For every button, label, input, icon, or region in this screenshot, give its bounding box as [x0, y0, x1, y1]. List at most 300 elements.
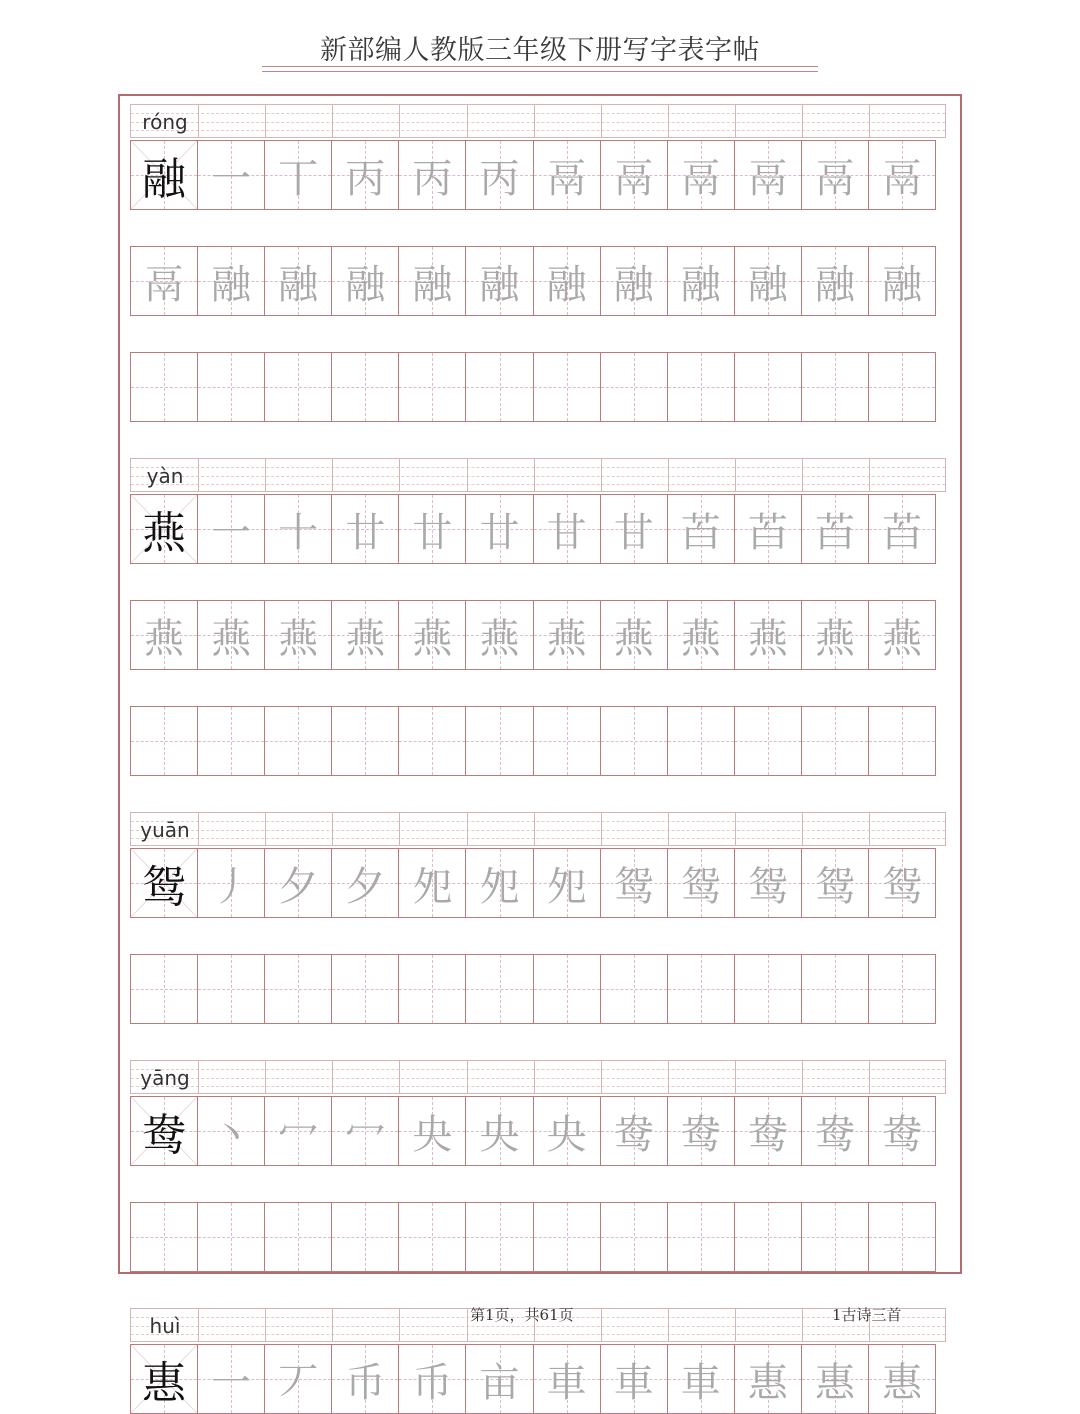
tianzige-cell[interactable] [600, 140, 668, 210]
stroke-glyph [601, 955, 667, 1023]
tianzige-cell[interactable] [398, 1096, 466, 1166]
pinyin-cell-divider [668, 1309, 669, 1341]
pinyin-label: yuān [140, 818, 190, 842]
tianzige-cell[interactable] [197, 352, 265, 422]
stroke-glyph: 融 [680, 261, 721, 308]
tianzige-cell[interactable] [398, 1202, 466, 1272]
stroke-glyph: 燕 [345, 615, 386, 662]
stroke-glyph: 燕 [278, 615, 319, 662]
stroke-glyph: 融 [747, 261, 788, 308]
stroke-glyph: 冖 [278, 1111, 319, 1158]
tianzige-cell[interactable] [331, 706, 399, 776]
tianzige-cell[interactable] [801, 246, 869, 316]
tianzige-cell[interactable] [264, 1344, 332, 1414]
tianzige-cell[interactable] [801, 706, 869, 776]
stroke-glyph: 苩 [680, 509, 721, 556]
stroke-glyph: 融 [613, 261, 654, 308]
stroke-glyph [534, 1203, 600, 1271]
stroke-glyph: 融 [412, 261, 453, 308]
tianzige-cell[interactable] [197, 706, 265, 776]
stroke-glyph [601, 353, 667, 421]
stroke-glyph: 融 [479, 261, 520, 308]
tianzige-cell[interactable] [197, 600, 265, 670]
stroke-glyph: 鬲 [747, 155, 788, 202]
pinyin-cell-divider [735, 105, 736, 137]
stroke-glyph: 鬲 [613, 155, 654, 202]
tianzige-cell[interactable] [600, 600, 668, 670]
tianzige-cell[interactable] [667, 140, 735, 210]
tianzige-cell[interactable] [801, 140, 869, 210]
stroke-glyph [198, 955, 264, 1023]
pinyin-guide-line [131, 838, 945, 839]
stroke-glyph [802, 353, 868, 421]
tianzige-cell[interactable] [465, 600, 533, 670]
tianzige-cell[interactable] [868, 140, 936, 210]
pinyin-cell-divider [467, 105, 468, 137]
pinyin-guide-line [131, 476, 945, 477]
tianzige-cell[interactable] [533, 1202, 601, 1272]
stroke-glyph: 苩 [747, 509, 788, 556]
tianzige-cell[interactable] [801, 600, 869, 670]
stroke-glyph: 鸳 [747, 863, 788, 910]
stroke-glyph: 夗 [546, 863, 587, 910]
stroke-glyph: 夗 [412, 863, 453, 910]
tianzige-cell[interactable] [734, 600, 802, 670]
pinyin-cell-divider [735, 459, 736, 491]
tianzige-cell[interactable] [868, 1202, 936, 1272]
tianzige-cell[interactable] [130, 600, 198, 670]
stroke-glyph: 鬲 [814, 155, 855, 202]
model-character-cell [130, 140, 198, 210]
tianzige-cell[interactable] [197, 1344, 265, 1414]
tianzige-cell[interactable] [465, 1344, 533, 1414]
tianzige-cell[interactable] [130, 706, 198, 776]
pinyin-band [130, 1060, 946, 1094]
stroke-glyph: 夕 [345, 863, 386, 910]
tianzige-cell[interactable] [667, 1096, 735, 1166]
model-character-cell [130, 1096, 198, 1166]
pinyin-cell-divider [668, 1061, 669, 1093]
stroke-glyph: 燕 [546, 615, 587, 662]
stroke-glyph: 燕 [680, 615, 721, 662]
stroke-glyph: 融 [814, 261, 855, 308]
stroke-glyph: 丙 [479, 155, 520, 202]
stroke-glyph: 燕 [479, 615, 520, 662]
tianzige-cell[interactable] [130, 954, 198, 1024]
stroke-glyph [399, 707, 465, 775]
stroke-glyph: 鸯 [613, 1111, 654, 1158]
pinyin-cell-divider [802, 813, 803, 845]
pinyin-cell-divider [467, 1061, 468, 1093]
tianzige-cell[interactable] [398, 140, 466, 210]
pinyin-guide-line [131, 821, 945, 822]
stroke-glyph [735, 955, 801, 1023]
stroke-glyph: 亩 [479, 1359, 520, 1406]
pinyin-cell-divider [265, 105, 266, 137]
tianzige-cell[interactable] [600, 706, 668, 776]
pinyin-cell-divider [332, 1309, 333, 1341]
pinyin-label: yàn [146, 464, 184, 488]
tianzige-cell[interactable] [533, 246, 601, 316]
stroke-glyph: 燕 [211, 615, 252, 662]
stroke-glyph: 燕 [814, 615, 855, 662]
tianzige-cell[interactable] [667, 848, 735, 918]
stroke-glyph: 融 [546, 261, 587, 308]
tianzige-cell[interactable] [533, 494, 601, 564]
tianzige-cell[interactable] [801, 494, 869, 564]
stroke-glyph: 融 [345, 261, 386, 308]
pinyin-guide-line [131, 1078, 945, 1079]
tianzige-cell[interactable] [868, 1096, 936, 1166]
tianzige-cell[interactable] [734, 706, 802, 776]
tianzige-cell[interactable] [197, 246, 265, 316]
tianzige-cell[interactable] [398, 352, 466, 422]
tianzige-cell[interactable] [130, 1202, 198, 1272]
stroke-glyph: 燕 [613, 615, 654, 662]
pinyin-cell-divider [534, 105, 535, 137]
tianzige-cell[interactable] [801, 1344, 869, 1414]
tianzige-cell[interactable] [667, 706, 735, 776]
pinyin-guide-line [131, 484, 945, 485]
stroke-glyph [466, 353, 532, 421]
practice-row [130, 600, 946, 670]
stroke-glyph [466, 1203, 532, 1271]
stroke-glyph [399, 1203, 465, 1271]
tianzige-cell[interactable] [600, 494, 668, 564]
stroke-glyph [198, 353, 264, 421]
tianzige-cell[interactable] [667, 600, 735, 670]
stroke-glyph: 夕 [278, 863, 319, 910]
tianzige-cell[interactable] [398, 848, 466, 918]
tianzige-cell[interactable] [868, 352, 936, 422]
stroke-glyph: 燕 [144, 615, 185, 662]
tianzige-cell[interactable] [264, 494, 332, 564]
pinyin-cell-divider [399, 1309, 400, 1341]
stroke-glyph [399, 955, 465, 1023]
practice-row [130, 494, 946, 564]
stroke-glyph: 融 [211, 261, 252, 308]
tianzige-cell[interactable] [868, 1344, 936, 1414]
pinyin-band [130, 812, 946, 846]
tianzige-cell[interactable] [734, 1202, 802, 1272]
stroke-glyph [131, 707, 197, 775]
stroke-glyph: 廿 [479, 509, 520, 556]
tianzige-cell[interactable] [801, 848, 869, 918]
tianzige-cell[interactable] [734, 848, 802, 918]
tianzige-cell[interactable] [398, 600, 466, 670]
tianzige-cell[interactable] [197, 1096, 265, 1166]
pinyin-band [130, 104, 946, 138]
tianzige-cell[interactable] [331, 1096, 399, 1166]
model-character-cell [130, 494, 198, 564]
tianzige-cell[interactable] [197, 848, 265, 918]
stroke-glyph [668, 707, 734, 775]
tianzige-cell[interactable] [264, 1202, 332, 1272]
practice-row [130, 140, 946, 210]
pinyin-label: róng [142, 110, 188, 134]
tianzige-cell[interactable] [197, 1202, 265, 1272]
stroke-glyph [869, 353, 935, 421]
tianzige-cell[interactable] [465, 246, 533, 316]
stroke-glyph [869, 707, 935, 775]
stroke-glyph: 鸯 [680, 1111, 721, 1158]
stroke-glyph: 丿 [211, 863, 252, 910]
tianzige-cell[interactable] [600, 954, 668, 1024]
tianzige-cell[interactable] [264, 1096, 332, 1166]
pinyin-label: huì [149, 1314, 181, 1338]
tianzige-cell[interactable] [868, 848, 936, 918]
pinyin-cell-divider [467, 813, 468, 845]
tianzige-cell[interactable] [465, 140, 533, 210]
tianzige-cell[interactable] [734, 1344, 802, 1414]
tianzige-cell[interactable] [465, 954, 533, 1024]
stroke-glyph: 央 [546, 1111, 587, 1158]
model-character-cell [130, 1344, 198, 1414]
tianzige-cell[interactable] [600, 1202, 668, 1272]
pinyin-cell-divider [399, 105, 400, 137]
tianzige-cell[interactable] [667, 1344, 735, 1414]
stroke-glyph [466, 707, 532, 775]
stroke-glyph: 甘 [546, 509, 587, 556]
tianzige-cell[interactable] [197, 954, 265, 1024]
stroke-glyph [668, 1203, 734, 1271]
pinyin-cell-divider [802, 459, 803, 491]
tianzige-cell[interactable] [398, 494, 466, 564]
stroke-glyph: 燕 [412, 615, 453, 662]
tianzige-cell[interactable] [465, 1202, 533, 1272]
pinyin-guide-line [131, 122, 945, 123]
pinyin-cell-divider [601, 105, 602, 137]
stroke-glyph: 央 [479, 1111, 520, 1158]
tianzige-cell[interactable] [801, 1202, 869, 1272]
tianzige-cell[interactable] [264, 848, 332, 918]
pinyin-cell-divider [534, 459, 535, 491]
tianzige-cell[interactable] [533, 1096, 601, 1166]
model-character: 鸳 [142, 862, 187, 913]
tianzige-cell[interactable] [734, 246, 802, 316]
model-character-cell [130, 848, 198, 918]
pinyin-guide-line [131, 130, 945, 131]
practice-row [130, 352, 946, 422]
pinyin-cell-divider [399, 1061, 400, 1093]
stroke-glyph: 車 [680, 1359, 721, 1406]
stroke-glyph: 惠 [814, 1359, 855, 1406]
tianzige-cell[interactable] [533, 706, 601, 776]
pinyin-cell-divider [802, 1061, 803, 1093]
stroke-glyph [466, 955, 532, 1023]
pinyin-cell-divider [735, 1061, 736, 1093]
stroke-glyph: 央 [412, 1111, 453, 1158]
tianzige-cell[interactable] [600, 1344, 668, 1414]
stroke-glyph [534, 707, 600, 775]
practice-row [130, 706, 946, 776]
model-character: 融 [142, 154, 187, 205]
stroke-glyph: 苩 [814, 509, 855, 556]
pinyin-cell-divider [332, 459, 333, 491]
stroke-glyph: 惠 [882, 1359, 923, 1406]
stroke-glyph [735, 353, 801, 421]
tianzige-cell[interactable] [734, 494, 802, 564]
tianzige-cell[interactable] [331, 1202, 399, 1272]
stroke-glyph: 鸳 [613, 863, 654, 910]
tianzige-cell[interactable] [465, 1096, 533, 1166]
stroke-glyph [668, 353, 734, 421]
tianzige-cell[interactable] [264, 706, 332, 776]
pinyin-cell-divider [869, 459, 870, 491]
tianzige-cell[interactable] [734, 954, 802, 1024]
stroke-glyph: 融 [882, 261, 923, 308]
tianzige-cell[interactable] [264, 246, 332, 316]
tianzige-cell[interactable] [331, 352, 399, 422]
stroke-glyph: 冖 [345, 1111, 386, 1158]
tianzige-cell[interactable] [533, 600, 601, 670]
tianzige-cell[interactable] [600, 1096, 668, 1166]
tianzige-cell[interactable] [868, 494, 936, 564]
stroke-glyph: 鬲 [144, 261, 185, 308]
tianzige-cell[interactable] [197, 494, 265, 564]
pinyin-cell-divider [332, 813, 333, 845]
tianzige-cell[interactable] [465, 706, 533, 776]
tianzige-cell[interactable] [331, 140, 399, 210]
tianzige-cell[interactable] [600, 848, 668, 918]
tianzige-cell[interactable] [465, 352, 533, 422]
stroke-glyph [265, 707, 331, 775]
stroke-glyph [735, 1203, 801, 1271]
tianzige-cell[interactable] [331, 600, 399, 670]
stroke-glyph: 廿 [412, 509, 453, 556]
pinyin-cell-divider [735, 813, 736, 845]
title-underline-second [262, 71, 818, 72]
stroke-glyph: 燕 [747, 615, 788, 662]
tianzige-cell[interactable] [398, 706, 466, 776]
stroke-glyph: 燕 [882, 615, 923, 662]
tianzige-cell[interactable] [868, 706, 936, 776]
stroke-glyph: 一 [211, 509, 252, 556]
tianzige-cell[interactable] [734, 140, 802, 210]
tianzige-cell[interactable] [398, 954, 466, 1024]
tianzige-cell[interactable] [667, 1202, 735, 1272]
stroke-glyph [131, 955, 197, 1023]
stroke-glyph [869, 1203, 935, 1271]
stroke-glyph: 丙 [345, 155, 386, 202]
tianzige-cell[interactable] [331, 494, 399, 564]
pinyin-guide-line [131, 1334, 945, 1335]
tianzige-cell[interactable] [533, 848, 601, 918]
tianzige-cell[interactable] [264, 352, 332, 422]
pinyin-guide-line [131, 1069, 945, 1070]
model-character: 燕 [142, 508, 187, 559]
tianzige-cell[interactable] [868, 954, 936, 1024]
tianzige-cell[interactable] [868, 246, 936, 316]
stroke-glyph [332, 955, 398, 1023]
tianzige-cell[interactable] [868, 600, 936, 670]
stroke-glyph: 一 [211, 155, 252, 202]
tianzige-cell[interactable] [398, 246, 466, 316]
tianzige-cell[interactable] [533, 954, 601, 1024]
stroke-glyph [265, 955, 331, 1023]
tianzige-cell[interactable] [264, 954, 332, 1024]
stroke-glyph [869, 955, 935, 1023]
tianzige-cell[interactable] [600, 246, 668, 316]
tianzige-cell[interactable] [533, 1344, 601, 1414]
stroke-glyph [601, 707, 667, 775]
pinyin-cell-divider [399, 813, 400, 845]
stroke-glyph [802, 955, 868, 1023]
stroke-glyph [131, 353, 197, 421]
page-number: 第1页，共61页 [470, 1306, 574, 1324]
tianzige-cell[interactable] [331, 246, 399, 316]
pinyin-cell-divider [802, 105, 803, 137]
stroke-glyph: 丶 [211, 1111, 252, 1158]
tianzige-cell[interactable] [734, 352, 802, 422]
stroke-glyph: 丆 [278, 1359, 319, 1406]
stroke-glyph [534, 353, 600, 421]
tianzige-cell[interactable] [398, 1344, 466, 1414]
tianzige-cell[interactable] [331, 848, 399, 918]
pinyin-cell-divider [802, 1309, 803, 1341]
stroke-glyph [265, 353, 331, 421]
stroke-glyph: 惠 [747, 1359, 788, 1406]
pinyin-cell-divider [869, 105, 870, 137]
tianzige-cell[interactable] [600, 352, 668, 422]
pinyin-guide-line [131, 467, 945, 468]
pinyin-cell-divider [668, 813, 669, 845]
stroke-glyph [802, 707, 868, 775]
lesson-name: 1古诗三首 [832, 1306, 902, 1324]
pinyin-cell-divider [332, 105, 333, 137]
tianzige-cell[interactable] [130, 246, 198, 316]
tianzige-cell[interactable] [533, 352, 601, 422]
pinyin-cell-divider [265, 813, 266, 845]
page-title: 新部编人教版三年级下册写字表字帖 [320, 35, 760, 66]
tianzige-cell[interactable] [264, 140, 332, 210]
tianzige-cell[interactable] [667, 954, 735, 1024]
tianzige-cell[interactable] [533, 140, 601, 210]
stroke-glyph: 鬲 [546, 155, 587, 202]
stroke-glyph: 十 [278, 509, 319, 556]
tianzige-cell[interactable] [465, 494, 533, 564]
stroke-glyph: 鬲 [680, 155, 721, 202]
stroke-glyph: 币 [412, 1359, 453, 1406]
tianzige-cell[interactable] [667, 246, 735, 316]
tianzige-cell[interactable] [667, 352, 735, 422]
tianzige-cell[interactable] [197, 140, 265, 210]
pinyin-cell-divider [869, 813, 870, 845]
model-character: 惠 [142, 1358, 187, 1409]
tianzige-cell[interactable] [801, 954, 869, 1024]
stroke-glyph [198, 707, 264, 775]
tianzige-cell[interactable] [130, 352, 198, 422]
pinyin-cell-divider [601, 1309, 602, 1341]
stroke-glyph [601, 1203, 667, 1271]
tianzige-cell[interactable] [331, 954, 399, 1024]
pinyin-cell-divider [601, 1061, 602, 1093]
tianzige-cell[interactable] [801, 352, 869, 422]
stroke-glyph: 融 [278, 261, 319, 308]
tianzige-cell[interactable] [734, 1096, 802, 1166]
tianzige-cell[interactable] [801, 1096, 869, 1166]
tianzige-cell[interactable] [465, 848, 533, 918]
stroke-glyph: 苩 [882, 509, 923, 556]
practice-row [130, 1202, 946, 1272]
tianzige-cell[interactable] [331, 1344, 399, 1414]
stroke-glyph: 鸯 [814, 1111, 855, 1158]
tianzige-cell[interactable] [264, 600, 332, 670]
pinyin-cell-divider [601, 813, 602, 845]
pinyin-cell-divider [265, 1061, 266, 1093]
tianzige-cell[interactable] [667, 494, 735, 564]
practice-row [130, 848, 946, 918]
